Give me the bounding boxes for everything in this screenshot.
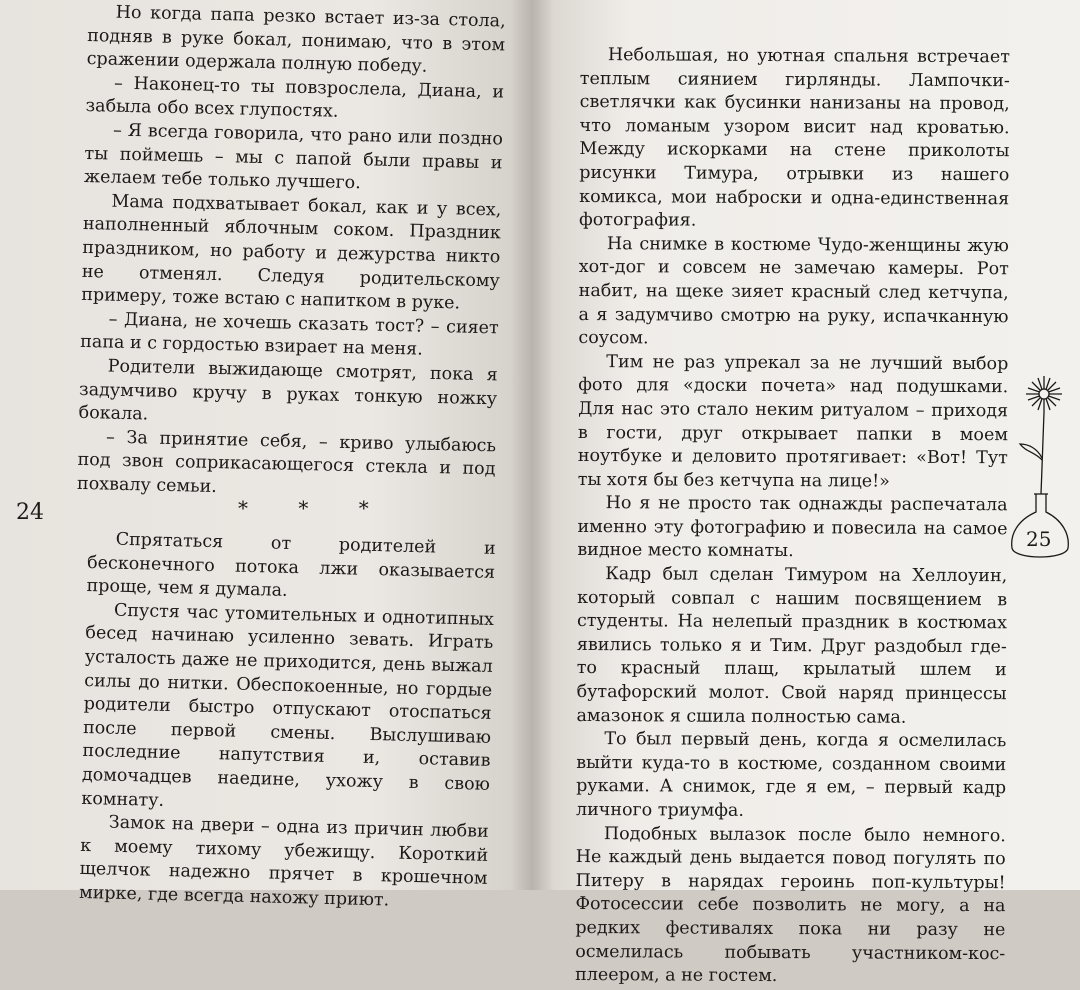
section-separator: * * * [238,496,391,520]
paragraph: Но я не просто так однажды распечатала именно эту фотографию и повесила на самое видное место комнаты. [577,493,1008,562]
paragraph: – Наконец-то ты повзрослела, Диана, и забыла обо всех глупостях. [85,73,505,123]
paragraph: – За принятие себя, – криво улыбаюсь под звон соприкасающегося стекла и под похвалу семьи. [76,427,497,497]
paragraph: Родители выжидающе смотрят, пока я задумчиво кручу в руках тонкую ножку бокала. [78,356,498,425]
left-page-text-bottom [79,528,496,915]
right-page [532,0,1080,987]
paragraph: Замок на двери – одна из причин любви к моему тихому убежищу. Короткий щелчок надежно прячет в крошечном мирке, где всегда нахожу приют. [78,812,489,911]
paragraph: Кадр был сделан Тимуром на Хеллоуин, который совпал с нашим посвящением в студенты. На нелепый праздник в костюмах явились только я и Тим. Друг раздобыл где-то красный плащ, крылатый шлем и бутафорский молот. Свой наряд принцессы амазонок я сшила полностью сама. [576,564,1008,728]
paragraph: – Я всегда говорила, что рано или поздно ты поймешь – мы с папой были правы и желаем тебе только лучшего. [83,120,504,194]
paragraph: Небольшая, но уютная спальня встречает теплым сиянием гирлянды. Лампочки-светлячки как бусинки нанизаны на провод, что ломаным узором висит над кроватью. Между искорками на стене приколоты рисунки Тимура, отрывки из нашего комикса, мои наброски и одна-единственная фотография. [579,45,1010,231]
paragraph: На снимке в костюме Чудо-женщины жую хот-дог и совсем не замечаю камеры. Рот набит, на щеке зияет красный след кетчупа, а я задумчиво смотрю на руку, испачканную соусом. [578,233,1010,349]
page-number-right: 25 [1026,527,1052,551]
left-page-text-top [77,1,506,506]
page-number-vase [1002,372,1078,562]
paragraph: – Диана, не хочешь сказать тост? – сияет папа и с гордостью взирает на меня. [80,309,499,360]
page-number-left: 24 [16,500,44,525]
left-page [0,0,532,911]
paragraph: Но когда папа резко встает из-за стола, подняв в руке бокал, понимаю, что в этом сражении одержала полную победу. [86,2,506,77]
paragraph: Тим не раз упрекал за не лучший выбор фото для «доски почета» над подушками. Для нас это стало неким ритуалом – приходя в гости, друг открывает папки в моем ноутбуке и деловито протягивает: «Вот! Тут ты хотя бы без кетчупа на лице!» [577,351,1009,492]
paragraph: Спрятаться от родителей и бесконечного потока лжи оказывается проще, чем я думала. [86,529,496,602]
paragraph: Мама подхватывает бокал, как и у всех, наполненный яблочным соком. Праздник праздником, но работу и дежурства никто не отменял. Следуя родительскому примеру, тоже встаю с напитком в руке. [81,191,502,314]
right-page-text [575,44,1010,990]
paragraph: Спустя час утомительных и однотипных бесед начинаю усиленно зевать. Играть усталость даже не приходится, день выжал силы до нитки. Обеспокоенные, но гордые родители быстро отпускают отоспаться после первой смены. Выслушиваю последние напутствия и, оставив домочадцев наедине, ухожу в свою комнату. [81,600,495,811]
paragraph: Подобных вылазок после было немного. Не каждый день выдается повод погулять по Питеру в нарядах героинь поп-культуры! Фотосессии себе позволить не могу, а на редких фестивалях пока ни разу не осмелилась побывать участником-косплеером, а не гостем. [575,823,1006,987]
paragraph: То был первый день, когда я осмелилась выйти куда-то в костюме, созданном своими руками. А снимок, где я ем, – первый кадр личного триумфа. [575,729,1007,821]
